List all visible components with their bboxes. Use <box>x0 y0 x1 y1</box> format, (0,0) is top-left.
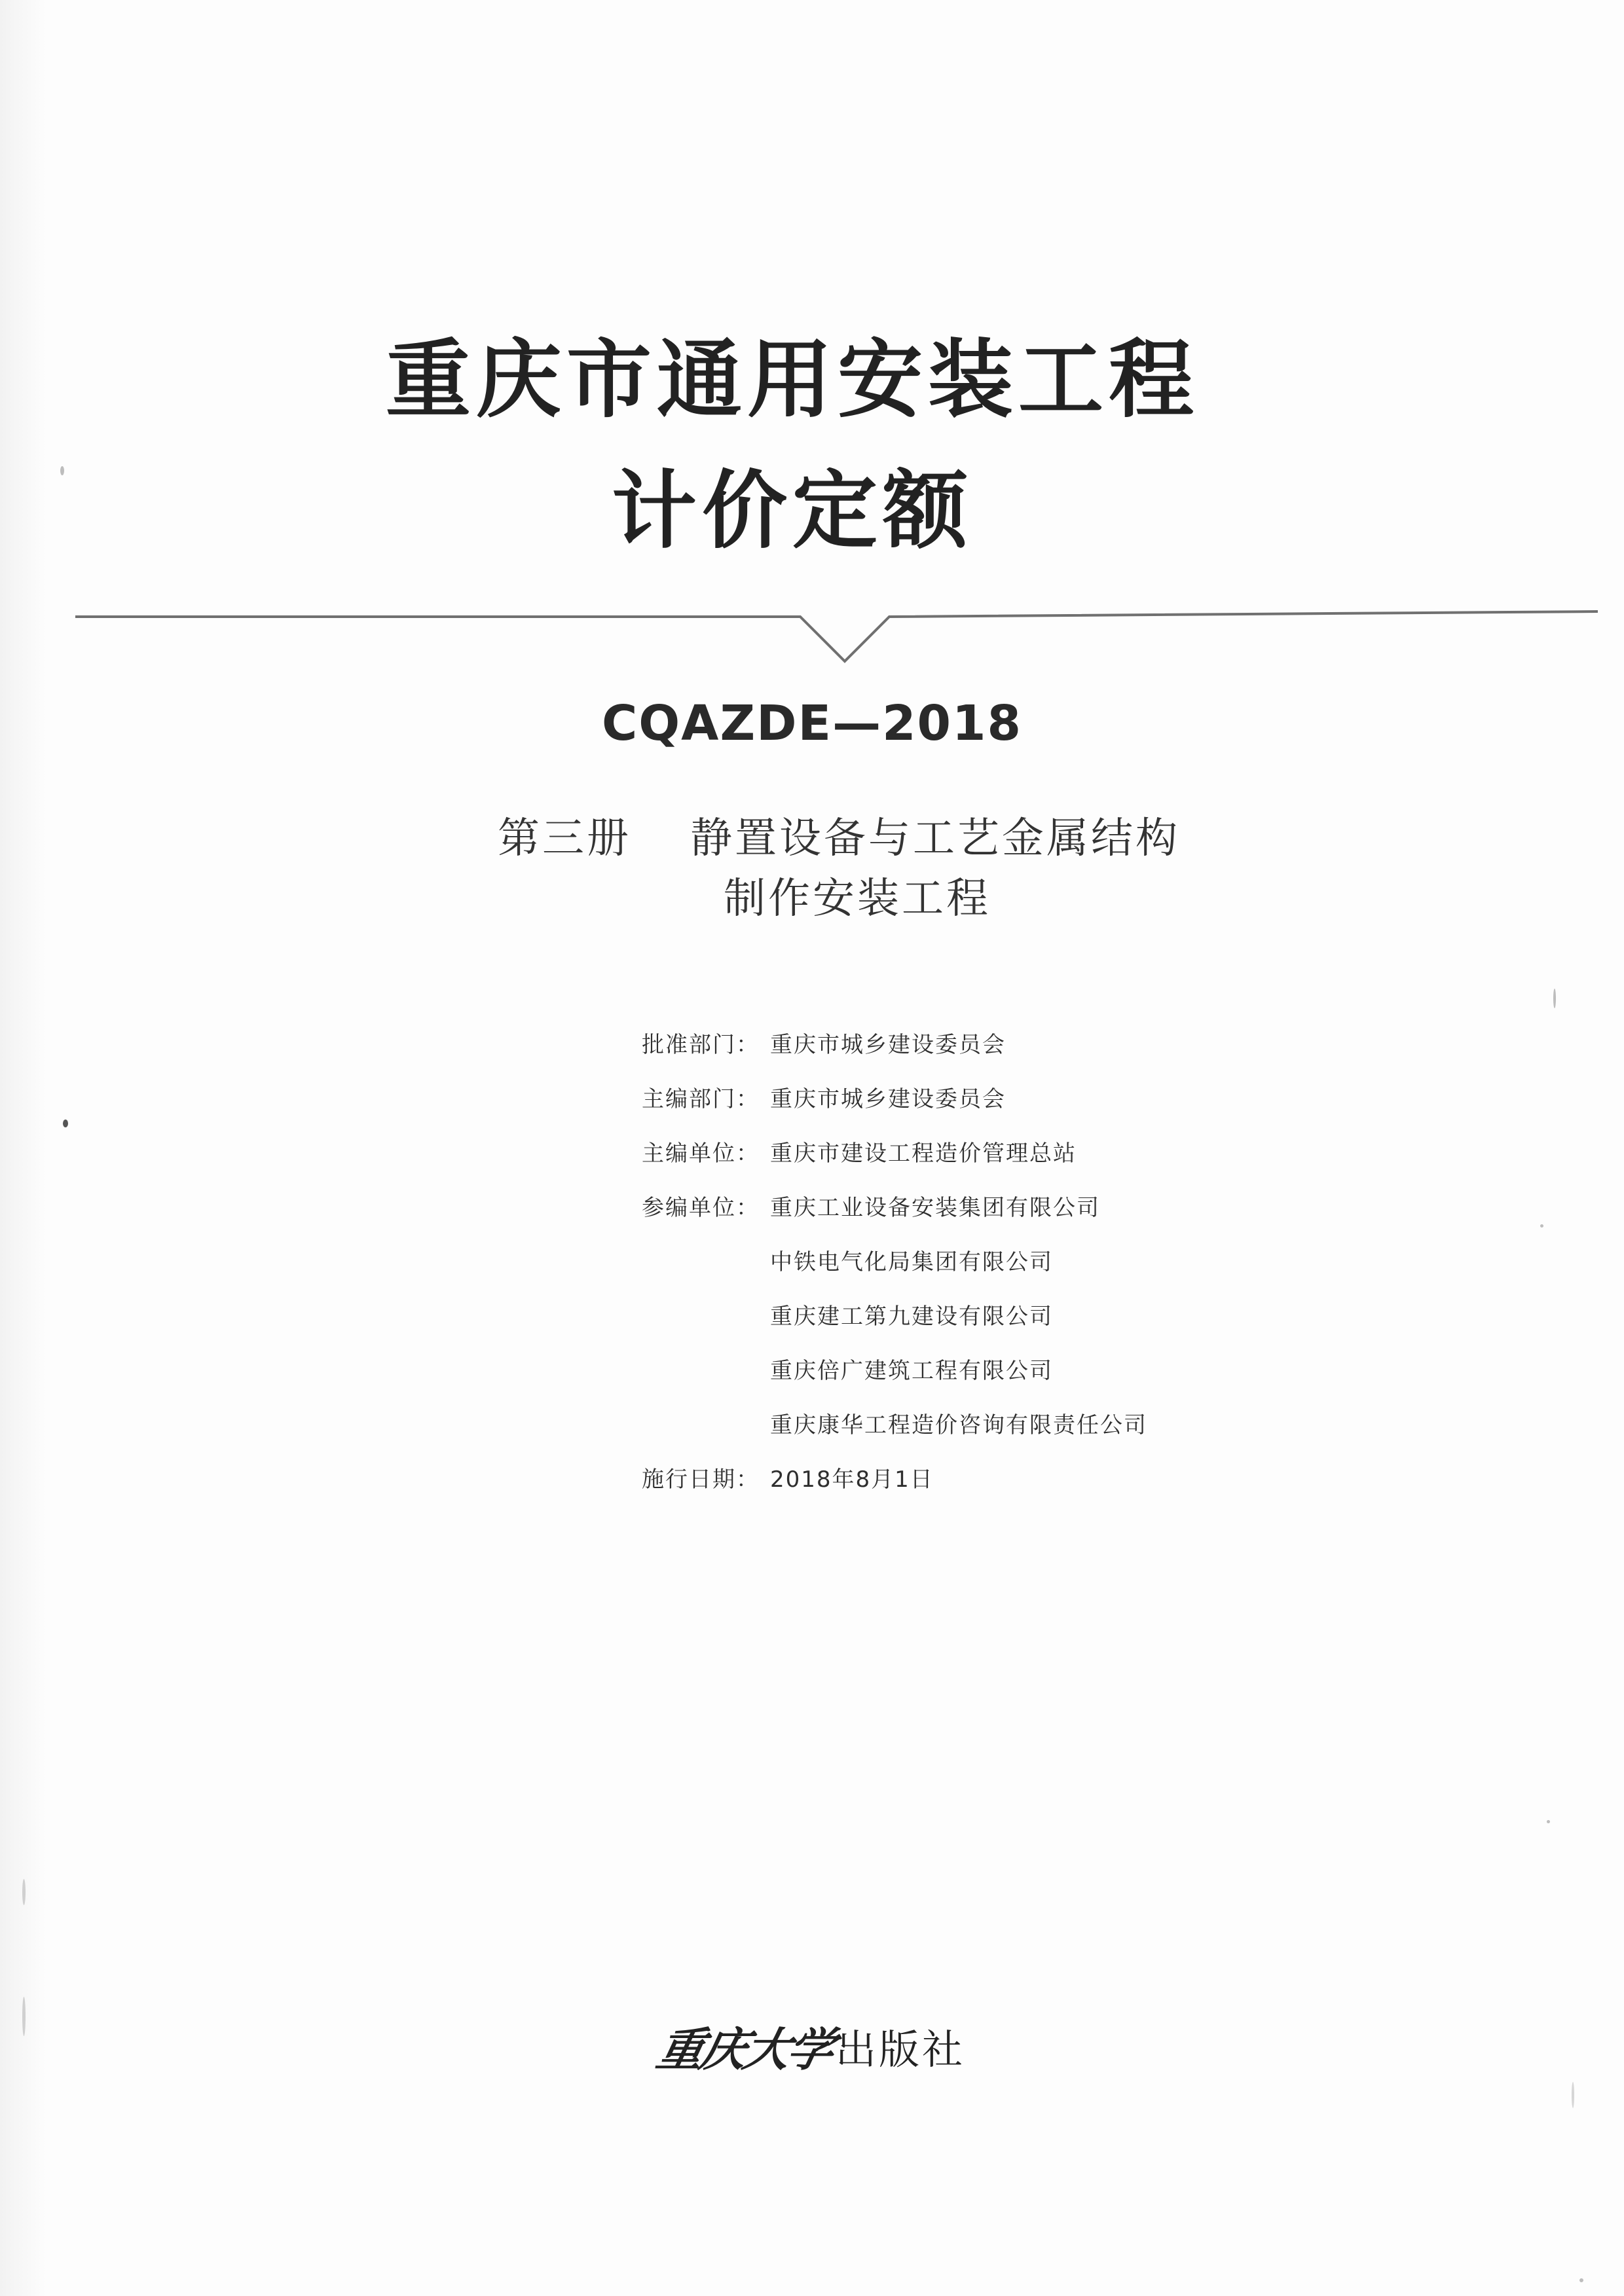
info-row <box>642 1344 1147 1398</box>
volume-heading <box>498 811 1180 867</box>
info-row <box>642 1290 1147 1344</box>
info-value: 重庆工业设备安装集团有限公司 <box>770 1195 1100 1221</box>
info-label: 主编单位： <box>642 1140 760 1167</box>
scan-speck <box>60 466 64 475</box>
info-row <box>642 1235 1147 1290</box>
info-value: 重庆康华工程造价咨询有限责任公司 <box>770 1412 1147 1438</box>
title-line-2: 计价定额 <box>611 460 973 560</box>
title-line-1: 重庆市通用安装工程 <box>385 329 1199 429</box>
info-label <box>642 1235 770 1290</box>
info-value: 重庆市建设工程造价管理总站 <box>770 1140 1077 1167</box>
volume-title-line-1: 静置设备与工艺金属结构 <box>690 814 1180 863</box>
info-value: 重庆倍广建筑工程有限公司 <box>770 1358 1053 1384</box>
info-label: 施行日期： <box>642 1467 760 1493</box>
info-value: 中铁电气化局集团有限公司 <box>770 1249 1053 1275</box>
scan-speck <box>1547 1820 1550 1823</box>
info-row <box>642 1453 1147 1507</box>
info-label: 参编单位： <box>642 1195 760 1221</box>
info-row <box>642 1018 1147 1072</box>
publisher <box>0 2013 1624 2079</box>
info-label: 批准部门： <box>642 1032 760 1058</box>
title-divider <box>0 589 1624 668</box>
info-label <box>642 1398 770 1453</box>
scan-speck <box>1540 1224 1543 1228</box>
divider-line-with-notch <box>75 611 1598 661</box>
scan-speck <box>22 1997 26 2036</box>
info-value: 重庆市城乡建设委员会 <box>770 1032 1006 1058</box>
info-value: 重庆建工第九建设有限公司 <box>770 1303 1053 1330</box>
info-value: 2018年8月1日 <box>770 1467 934 1493</box>
info-label: 主编部门： <box>642 1086 760 1112</box>
publisher-suffix: 出版社 <box>835 2026 965 2073</box>
publisher-logo: 重庆大学 <box>652 2022 837 2077</box>
info-row <box>642 1072 1147 1127</box>
info-label <box>642 1344 770 1398</box>
scan-speck <box>63 1120 68 1127</box>
info-row <box>642 1181 1147 1235</box>
info-row <box>642 1398 1147 1453</box>
info-value: 重庆市城乡建设委员会 <box>770 1086 1006 1112</box>
scan-speck <box>22 1879 26 1905</box>
standard-code: CQAZDE—2018 <box>601 695 1023 752</box>
volume-title-line-2: 制作安装工程 <box>724 875 991 923</box>
scan-speck <box>1553 989 1556 1008</box>
info-block <box>642 1018 1147 1507</box>
scan-speck <box>1579 2278 1583 2282</box>
info-label <box>642 1290 770 1344</box>
volume-number: 第三册 <box>498 814 631 863</box>
info-row <box>642 1127 1147 1181</box>
scan-speck <box>1572 2082 1574 2108</box>
